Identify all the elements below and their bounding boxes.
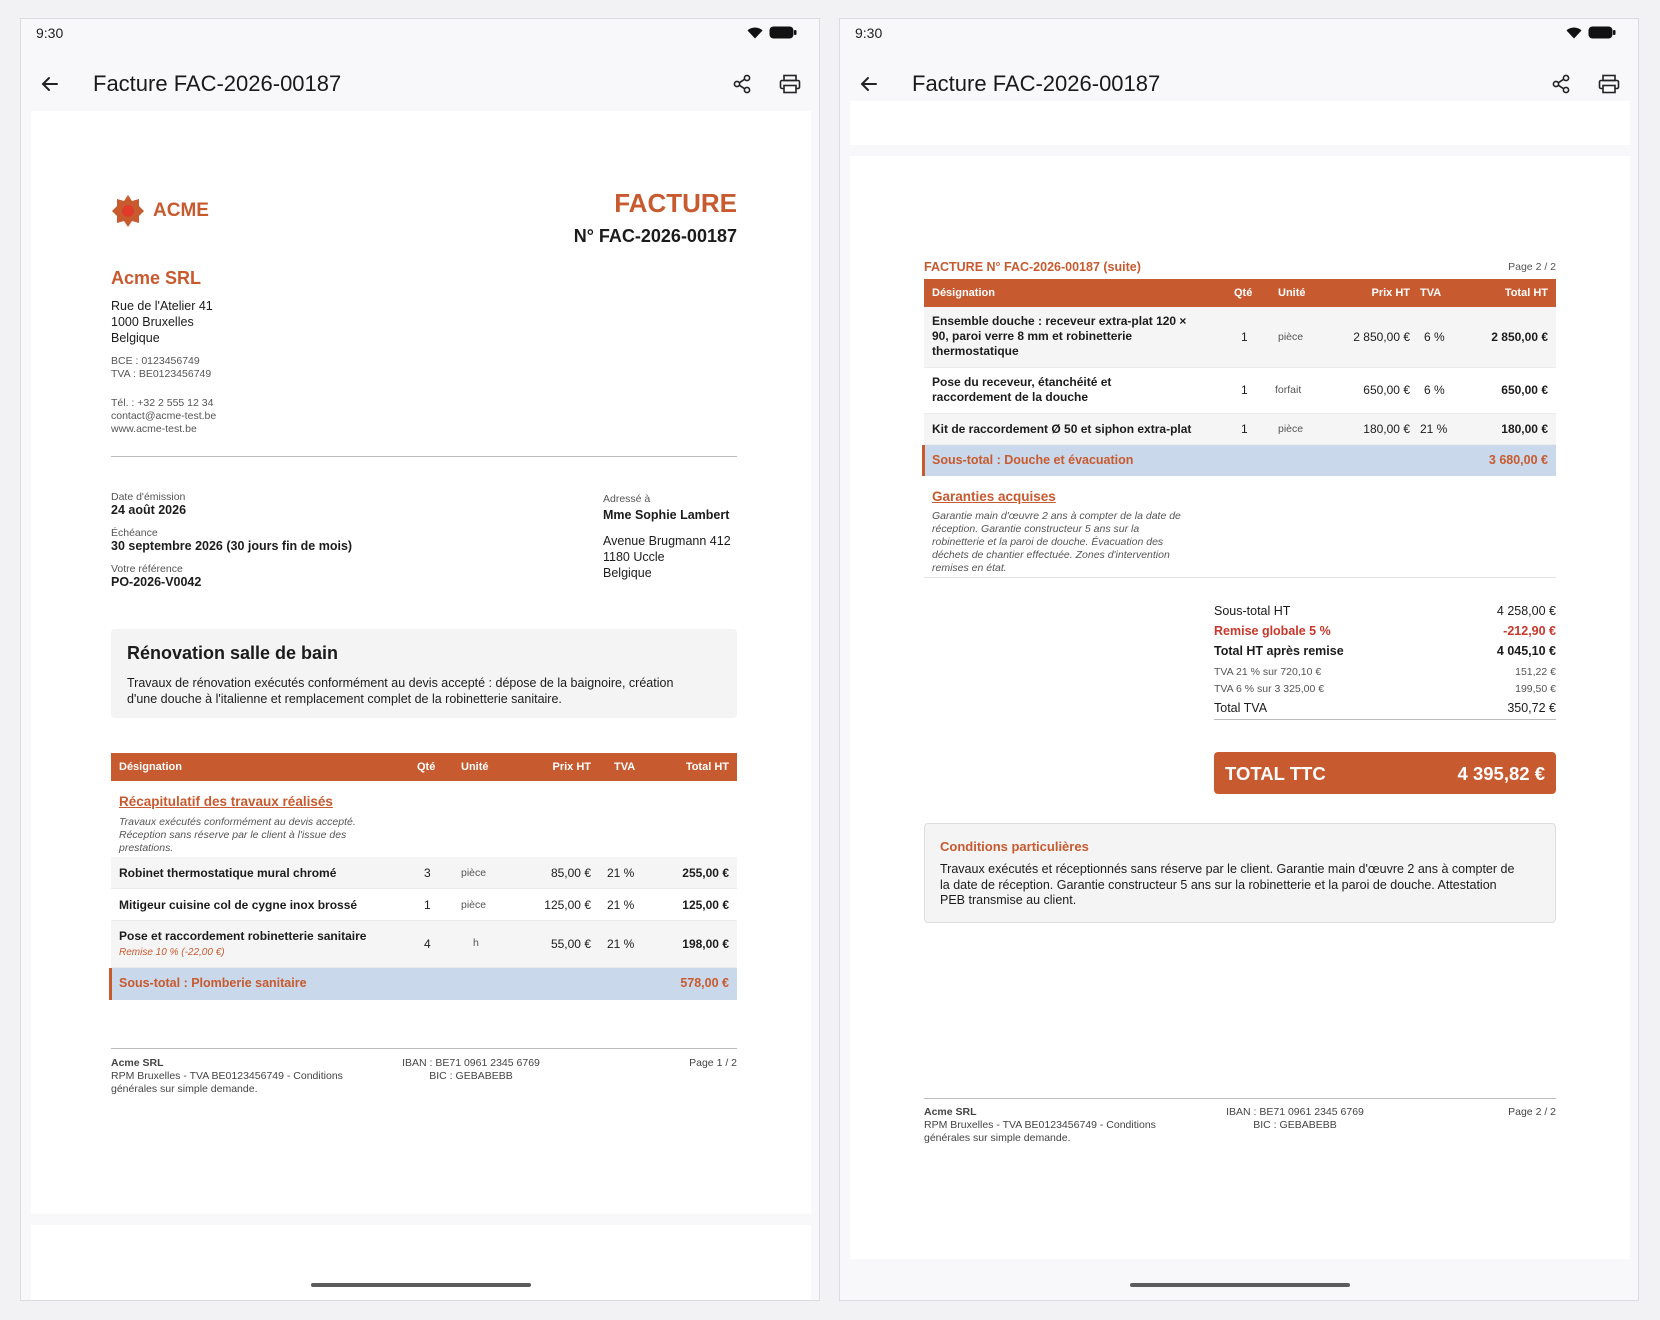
section-title-link[interactable]: Récapitulatif des travaux réalisés — [119, 794, 333, 809]
arrow-left-icon — [859, 74, 879, 94]
invoice-number: N° FAC-2026-00187 — [573, 226, 737, 246]
company-logo — [111, 194, 209, 228]
battery-icon — [769, 26, 797, 39]
print-button[interactable] — [1592, 67, 1626, 101]
phone-screen-page-2 — [839, 18, 1639, 1301]
footer-company: Acme SRL RPM Bruxelles - TVA BE0123456749 - Conditions générales sur simple demande. — [924, 1106, 1156, 1144]
battery-icon — [1588, 26, 1616, 39]
company-contact: Tél. : +32 2 555 12 34 contact@acme-test.be www.acme-test.be — [111, 397, 217, 435]
back-button[interactable] — [852, 67, 886, 101]
page-number: Page 2 / 2 — [1508, 1106, 1556, 1118]
total-ttc-box — [1214, 752, 1556, 794]
page2-header: FACTURE N° FAC-2026-00187 (suite) — [924, 260, 1141, 274]
back-button[interactable] — [33, 67, 67, 101]
app-bar — [21, 56, 819, 112]
invoice-page-1 — [31, 111, 811, 1214]
footer-bank: IBAN : BE71 0961 2345 6769 BIC : GEBABEBB — [402, 1057, 540, 1082]
totals-row: Total TVA 350,72 € — [1214, 700, 1556, 720]
logo-text: ACME — [153, 200, 209, 221]
table-row: Kit de raccordement Ø 50 et siphon extra-plat 1 pièce 180,00 € 21 % 180,00 € — [924, 414, 1556, 445]
status-bar — [840, 19, 1638, 47]
status-bar — [21, 19, 819, 47]
status-icons — [1566, 26, 1616, 39]
warranty-divider — [924, 577, 1556, 578]
lines-table-header: Désignation Qté Unité Prix HT TVA Total HT — [924, 279, 1556, 307]
share-icon — [732, 74, 752, 94]
table-row: Pose et raccordement robinetterie sanitaire Remise 10 % (-22,00 €) 4 h 55,00 € 21 % 198,00 € — [111, 921, 737, 968]
totals-row: Sous-total HT 4 258,00 € — [1214, 604, 1556, 618]
totals-row: Total HT après remise 4 045,10 € — [1214, 644, 1556, 658]
acme-logo-icon — [111, 194, 145, 228]
invoice-page-1-tail — [850, 101, 1630, 145]
print-icon — [1598, 74, 1620, 94]
footer-bank: IBAN : BE71 0961 2345 6769 BIC : GEBABEBB — [1226, 1106, 1364, 1131]
totals-block — [1214, 604, 1556, 720]
app-title: Facture FAC-2026-00187 — [93, 71, 342, 96]
conditions-title: Conditions particulières — [940, 839, 1089, 854]
invoice-page-2 — [850, 156, 1630, 1259]
status-time: 9:30 — [855, 25, 883, 41]
table-row: Ensemble douche : receveur extra-plat 120 × 90, paroi verre 8 mm et robinetterie thermostatique 1 pièce 2 850,00 € 6 % 2 850,00 € — [924, 307, 1556, 368]
document-type: FACTURE — [614, 188, 737, 218]
totals-row: TVA 6 % sur 3 325,00 € 199,50 € — [1214, 683, 1556, 695]
client-address: Adressé à Mme Sophie Lambert Avenue Brugmann 412 1180 Uccle Belgique — [603, 493, 731, 580]
project-title: Rénovation salle de bain — [127, 643, 339, 663]
project-description: Travaux de rénovation exécutés conformément au devis accepté : dépose de la baignoire, création d'une douche à l'italienne et remplacement complet de la robinetterie sanitaire. — [127, 676, 674, 706]
company-ids: BCE : 0123456749 TVA : BE0123456749 — [111, 355, 212, 380]
totals-row: TVA 21 % sur 720,10 € 151,22 € — [1214, 666, 1556, 678]
footer-divider — [924, 1098, 1556, 1099]
page-number: Page 1 / 2 — [689, 1057, 737, 1069]
invoice-dates: Date d'émission 24 août 2026 Échéance 30 septembre 2026 (30 jours fin de mois) Votre référence PO-2026-V0042 — [111, 491, 353, 589]
page2-number: Page 2 / 2 — [1508, 261, 1556, 273]
section-note: Travaux exécutés conformément au devis accepté. Réception sans réserve par le client à l'issue des prestations. — [119, 816, 356, 854]
subtotal-row: Sous-total : Plomberie sanitaire 578,00 € — [109, 968, 737, 1000]
company-address: Rue de l'Atelier 41 1000 Bruxelles Belgique — [111, 299, 213, 345]
status-icons — [747, 26, 797, 39]
warranty-text: Garantie main d'œuvre 2 ans à compter de la date de réception. Garantie constructeur 5 ans sur la robinetterie et la paroi de douche. Évacuation des déchets de chantier effectuée. Zones d'intervention remises en état. — [932, 510, 1181, 574]
print-button[interactable] — [773, 67, 807, 101]
wifi-icon — [747, 27, 763, 39]
header-divider — [111, 456, 737, 457]
table-row: Mitigeur cuisine col de cygne inox brossé 1 pièce 125,00 € 21 % 125,00 € — [111, 889, 737, 921]
share-button[interactable] — [1544, 67, 1578, 101]
arrow-left-icon — [40, 74, 60, 94]
lines-table-header: Désignation Qté Unité Prix HT TVA Total HT — [111, 753, 737, 781]
warranty-title-link[interactable]: Garanties acquises — [932, 489, 1056, 504]
conditions-text: Travaux exécutés et réceptionnés sans réserve par le client. Garantie main d'œuvre 2 ans à compter de la date de réception. Garantie constructeur 5 ans sur la robinetterie et la paroi de douche. Attestation PEB transmise au client. — [940, 862, 1515, 907]
app-title: Facture FAC-2026-00187 — [912, 71, 1161, 96]
share-icon — [1551, 74, 1571, 94]
total-ttc-value: 4 395,82 € — [1457, 763, 1545, 784]
home-indicator[interactable] — [1130, 1283, 1350, 1287]
company-name: Acme SRL — [111, 268, 202, 288]
conditions-box — [924, 823, 1556, 923]
project-box — [111, 629, 737, 718]
table-row: Pose du receveur, étanchéité et raccordement de la douche 1 forfait 650,00 € 6 % 650,00 € — [924, 368, 1556, 414]
print-icon — [779, 74, 801, 94]
table-row: Robinet thermostatique mural chromé 3 pièce 85,00 € 21 % 255,00 € — [111, 857, 737, 889]
subtotal-row: Sous-total : Douche et évacuation 3 680,00 € — [922, 445, 1556, 476]
footer-company: Acme SRL RPM Bruxelles - TVA BE0123456749 - Conditions générales sur simple demande. — [111, 1057, 343, 1095]
total-ttc-label: TOTAL TTC — [1225, 763, 1326, 784]
home-indicator[interactable] — [311, 1283, 531, 1287]
phone-screen-page-1 — [20, 18, 820, 1301]
status-time: 9:30 — [36, 25, 64, 41]
totals-row: Remise globale 5 % -212,90 € — [1214, 624, 1556, 638]
footer-divider — [111, 1048, 737, 1049]
share-button[interactable] — [725, 67, 759, 101]
wifi-icon — [1566, 27, 1582, 39]
invoice-page-2-preview — [31, 1225, 811, 1301]
